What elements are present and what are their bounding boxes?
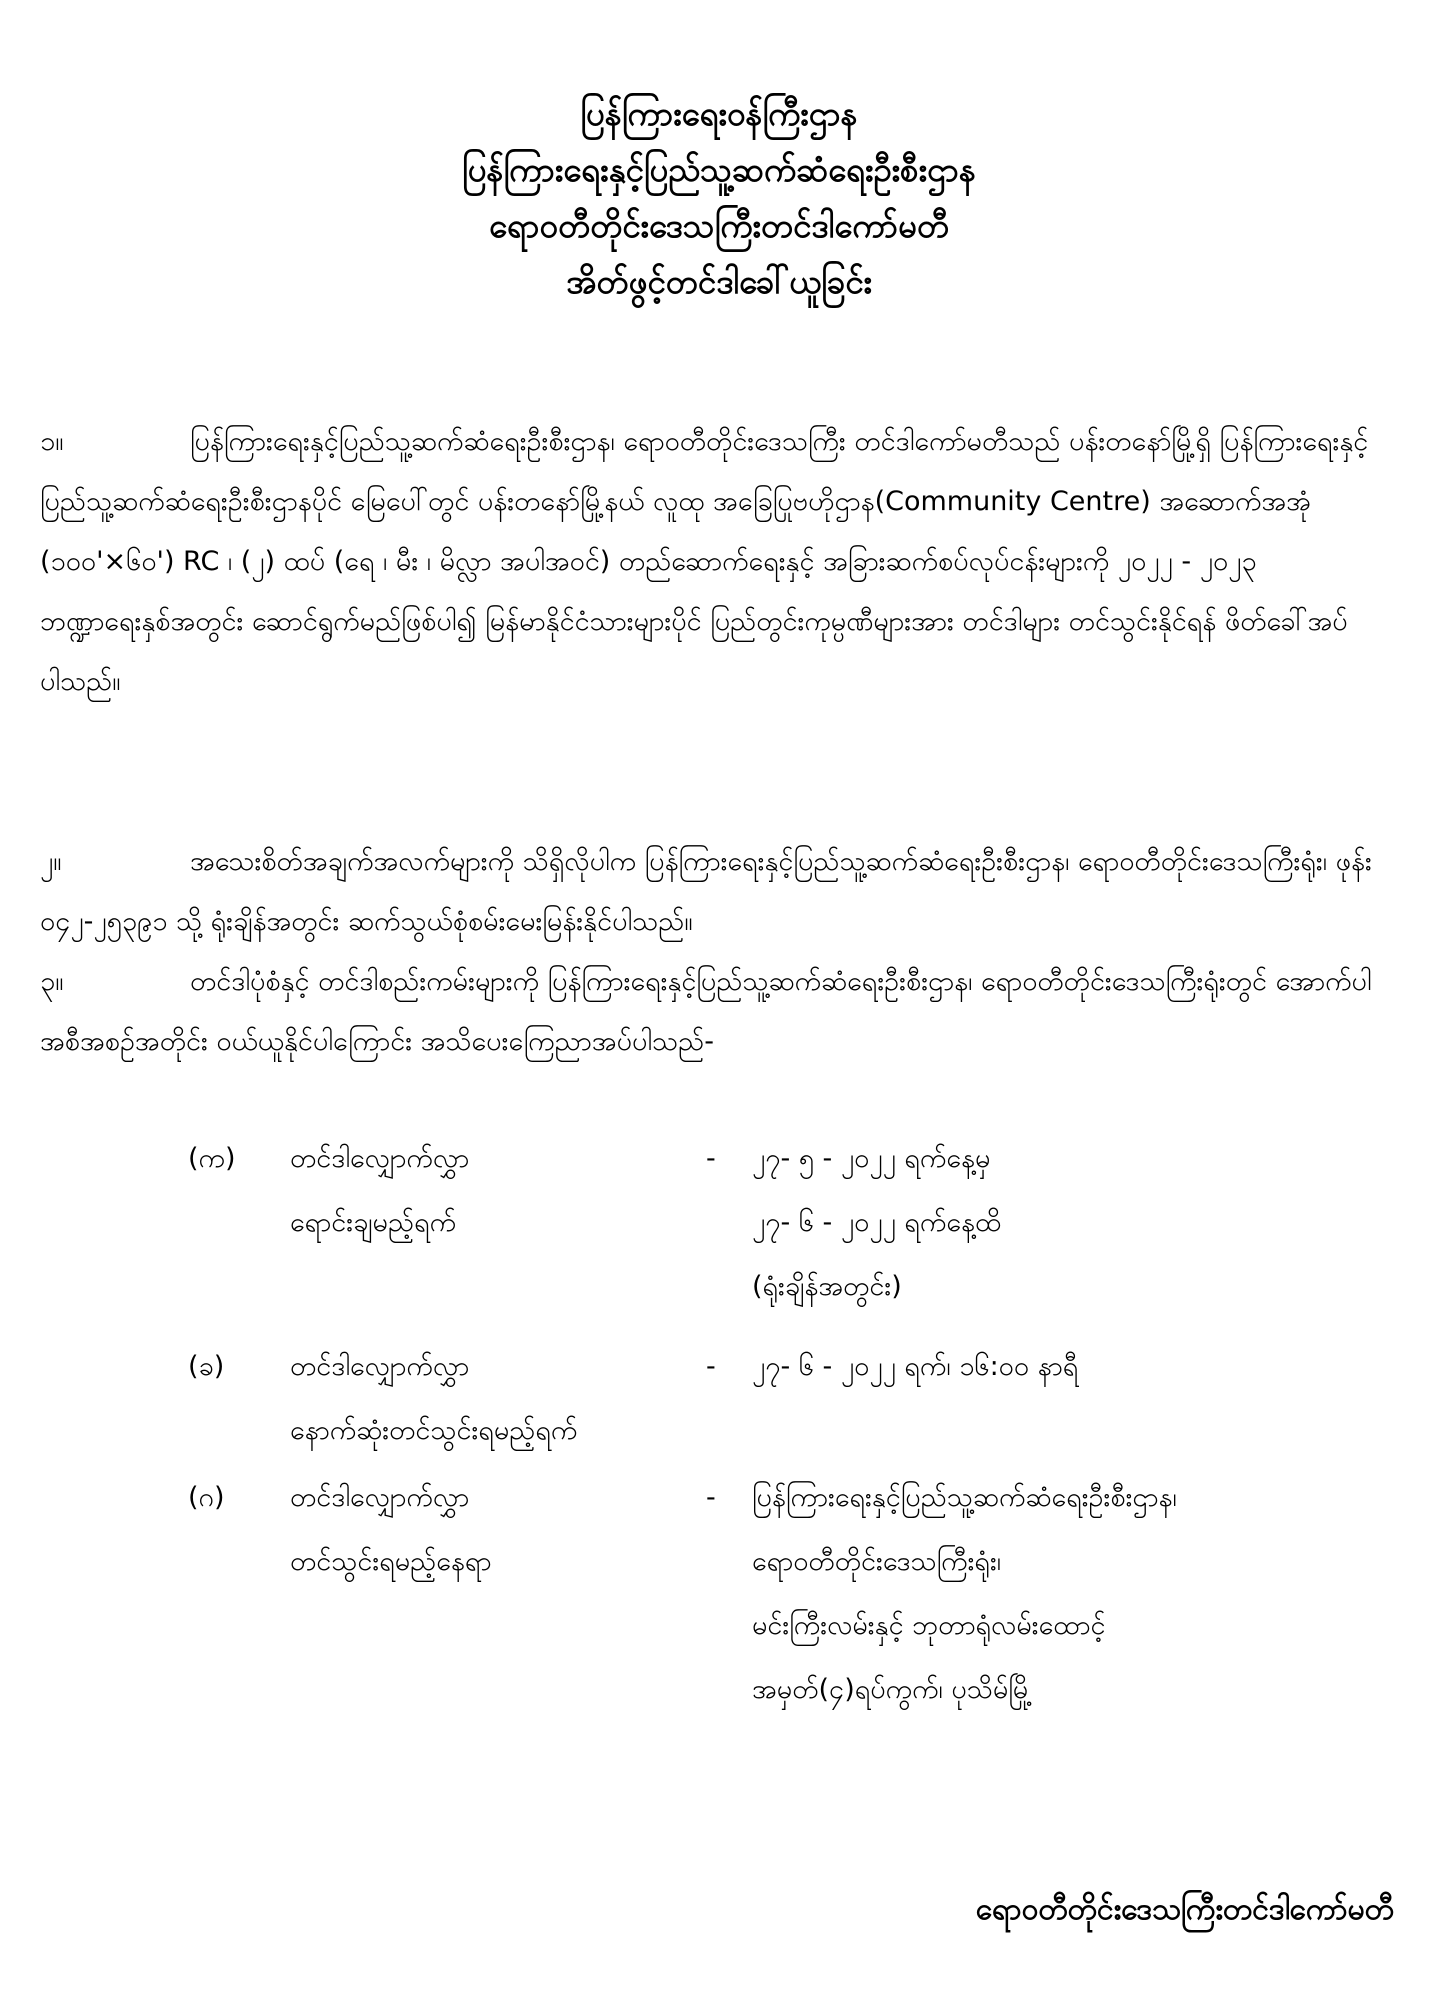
schedule-title <box>290 1127 710 1255</box>
schedule-value-line: မင်းကြီးလမ်းနှင့် ဘုတာရုံလမ်းထောင့် <box>752 1610 1106 1641</box>
schedule-item-submission-place <box>0 1466 1438 1736</box>
schedule-value-line: ၂၇- ၅ - ၂၀၂၂ ရက်နေ့မှ <box>752 1143 991 1174</box>
schedule-value-line: ၂၇- ၆ - ၂၀၂၂ ရက်နေ့ထိ <box>752 1207 1002 1238</box>
schedule-title <box>290 1466 710 1594</box>
paragraph-3 <box>40 952 1394 1072</box>
department-title: ပြန်ကြားရေးနှင့်ပြည်သူ့ဆက်ဆံရေးဦးစီးဌာန <box>462 150 976 189</box>
paragraph-text: တင်ဒါပုံစံနှင့် တင်ဒါစည်းကမ်းများကို ပြန်ကြားရေးနှင့်ပြည်သူ့ဆက်ဆံရေးဦးစီးဌာန၊ ရောဝတီတိုင်းဒေသကြီးရုံးတွင် အောက်ပါအစီအစဉ်အတိုင်း ဝယ်ယူနိုင်ပါကြောင်း အသိပေးကြေညာအပ်ပါသည်- <box>40 966 1372 1057</box>
schedule-dash: - <box>706 1351 716 1382</box>
paragraph-text: ပြန်ကြားရေးနှင့်ပြည်သူ့ဆက်ဆံရေးဦးစီးဌာန၊ ရောဝတီတိုင်းဒေသကြီး တင်ဒါကော်မတီသည် ပန်းတနော်မြို့ရှိ ပြန်ကြားရေးနှင့်ပြည်သူ့ဆက်ဆံရေးဦးစီးဌာနပိုင် မြေပေါ်တွင် ပန်းတနော်မြို့နယ် လူထု အခြေပြုဗဟိုဌာန(Community Centre) အဆောက်အအုံ (၁၀၀'×၆၀') RC ၊ (၂) ထပ် (ရေ ၊ မီး ၊ မိလ္လာ အပါအဝင်) တည်ဆောက်ရေးနှင့် အခြားဆက်စပ်လုပ်ငန်းများကို ၂၀၂၂ - ၂၀၂၃ ဘဏ္ဍာရေးနှစ်အတွင်း ဆောင်ရွက်မည်ဖြစ်ပါ၍ မြန်မာနိုင်ငံသားများပိုင် ပြည်တွင်းကုမ္ပဏီများအား တင်ဒါများ တင်သွင်းနိုင်ရန် ဖိတ်ခေါ်အပ်ပါသည်။ <box>40 426 1369 697</box>
committee-signature: ရောဝတီတိုင်းဒေသကြီးတင်ဒါကော်မတီ <box>975 1892 1394 1927</box>
schedule-label: (က) <box>188 1143 236 1174</box>
schedule-value-line: ပြန်ကြားရေးနှင့်ပြည်သူ့ဆက်ဆံရေးဦးစီးဌာန၊ <box>752 1482 1177 1513</box>
notice-title: အိတ်ဖွင့်တင်ဒါခေါ်ယူခြင်း <box>566 262 872 301</box>
paragraph-number: ၁။ <box>40 426 64 457</box>
schedule-value-line: အမှတ်(၄)ရပ်ကွက်၊ ပုသိမ်မြို့ <box>752 1674 1033 1705</box>
schedule-title-line: တင်ဒါလျှောက်လွှာ <box>290 1482 470 1513</box>
schedule-value <box>752 1127 1392 1319</box>
paragraph-number: ၂။ <box>40 846 62 877</box>
committee-title: ရောဝတီတိုင်းဒေသကြီးတင်ဒါကော်မတီ <box>489 206 949 245</box>
schedule-title-line: ရောင်းချမည့်ရက် <box>290 1207 457 1238</box>
schedule-label: (ခ) <box>188 1351 225 1382</box>
schedule-title-line: တင်သွင်းရမည့်နေရာ <box>290 1546 492 1577</box>
schedule-value <box>752 1335 1392 1399</box>
schedule-value-line: ရောဝတီတိုင်းဒေသကြီးရုံး၊ <box>752 1546 1002 1577</box>
paragraph-number: ၃။ <box>40 966 64 997</box>
schedule-title <box>290 1335 710 1463</box>
notice-header <box>0 86 1438 310</box>
schedule-value <box>752 1466 1392 1722</box>
schedule-item-deadline <box>0 1335 1438 1475</box>
schedule-title-line: နောက်ဆုံးတင်သွင်းရမည့်ရက် <box>290 1415 578 1446</box>
schedule-dash: - <box>706 1482 716 1513</box>
schedule-value-line: ၂၇- ၆ - ၂၀၂၂ ရက်၊ ၁၆:၀၀ နာရီ <box>752 1351 1079 1382</box>
paragraph-text: အသေးစိတ်အချက်အလက်များကို သိရှိလိုပါက ပြန်ကြားရေးနှင့်ပြည်သူ့ဆက်ဆံရေးဦးစီးဌာန၊ ရောဝတီတိုင်းဒေသကြီးရုံး၊ ဖုန်း ၀၄၂-၂၅၃၉၁ သို့ ရုံးချိန်အတွင်း ဆက်သွယ်စုံစမ်းမေးမြန်းနိုင်ပါသည်။ <box>40 846 1372 937</box>
schedule-value-line: (ရုံးချိန်အတွင်း) <box>752 1271 902 1302</box>
paragraph-2 <box>40 832 1394 952</box>
ministry-title: ပြန်ကြားရေးဝန်ကြီးဌာန <box>580 94 858 133</box>
schedule-dash: - <box>706 1143 716 1174</box>
paragraph-1 <box>40 412 1394 712</box>
schedule-title-line: တင်ဒါလျှောက်လွှာ <box>290 1351 470 1382</box>
schedule-label: (ဂ) <box>188 1482 225 1513</box>
schedule-title-line: တင်ဒါလျှောက်လွှာ <box>290 1143 470 1174</box>
